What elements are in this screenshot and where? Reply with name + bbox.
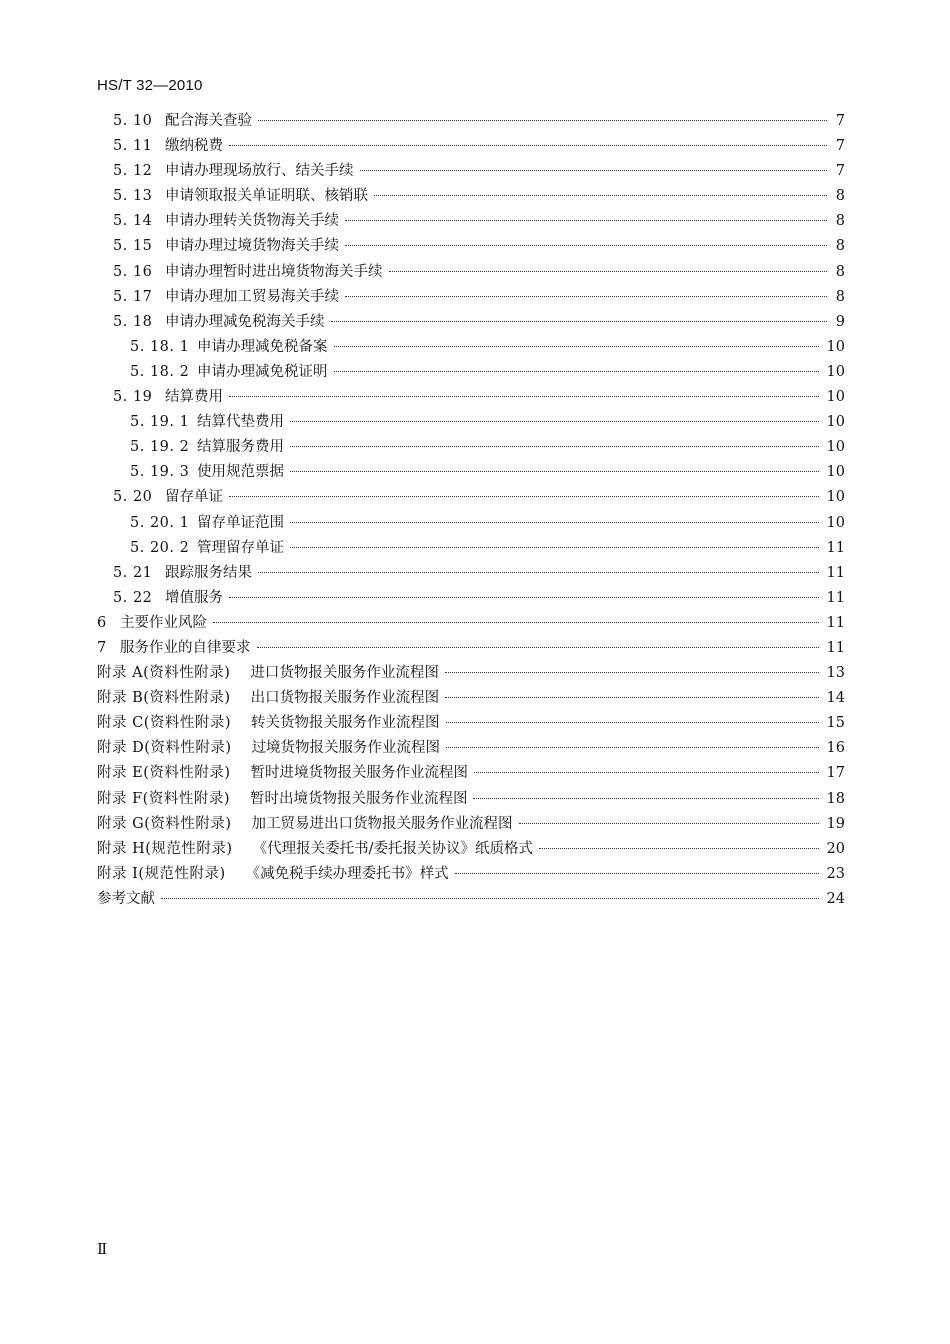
standard-code-header: HS/T 32—2010 [97,77,203,94]
toc-entry-page: 19 [826,815,845,832]
toc-entry-number: 5. 11 [113,138,153,155]
toc-entry[interactable] [97,812,845,837]
toc-dot-leader [331,320,828,322]
toc-dot-leader [290,445,819,447]
toc-entry[interactable] [97,711,845,736]
toc-entry[interactable] [97,134,845,159]
toc-entry-title: 参考文献 [97,890,155,907]
toc-dot-leader [389,270,828,272]
toc-entry-title: 申请领取报关单证明联、核销联 [165,188,368,205]
toc-dot-leader [446,721,819,723]
toc-entry[interactable] [97,862,845,887]
toc-entry-page: 7 [835,113,845,129]
toc-dot-leader [229,596,819,598]
toc-entry-title: 服务作业的自律要求 [120,639,251,656]
toc-entry[interactable] [97,837,845,862]
toc-entry[interactable] [97,511,845,536]
toc-entry-page: 10 [826,389,845,406]
toc-entry-page: 24 [826,890,845,907]
toc-dot-leader [539,847,819,849]
toc-entry-title: 申请办理减免税证明 [197,363,328,380]
toc-entry-page: 11 [826,539,845,556]
toc-entry-number: 7 [97,639,107,656]
toc-entry-number: 5. 14 [113,213,153,230]
toc-dot-leader [334,370,819,372]
toc-entry[interactable] [97,586,845,611]
toc-entry-page: 11 [826,639,845,656]
toc-entry-title: 增值服务 [165,589,223,606]
toc-entry[interactable] [97,360,845,385]
toc-dot-leader [474,771,819,773]
toc-entry-title: 出口货物报关服务作业流程图 [250,690,440,707]
toc-dot-leader [229,144,827,146]
toc-dot-leader [334,345,819,347]
toc-dot-leader [161,897,819,899]
toc-entry-number: 5. 12 [113,163,153,180]
toc-entry[interactable] [97,159,845,184]
toc-entry-number: 5. 22 [113,589,153,606]
toc-entry-page: 13 [826,665,845,682]
toc-entry-page: 10 [826,489,845,506]
toc-entry-number: 5. 20. 2 [130,539,190,556]
toc-entry-number: 5. 21 [113,564,153,581]
toc-entry-number: 5. 18. 2 [130,363,190,380]
toc-entry-title: 申请办理暂时进出境货物海关手续 [165,263,383,280]
toc-entry-number: 5. 20 [113,489,153,506]
toc-dot-leader [229,495,819,497]
toc-dot-leader [455,872,819,874]
toc-entry-number: 附录 G(资料性附录) [97,815,232,832]
toc-dot-leader [445,671,819,673]
toc-entry-page: 23 [826,865,845,882]
toc-entry-number: 5. 18. 1 [130,338,190,355]
toc-entry-number: 附录 F(资料性附录) [97,790,230,807]
toc-entry-page: 20 [826,840,845,857]
toc-entry[interactable] [97,485,845,510]
toc-dot-leader [374,194,827,196]
toc-dot-leader [257,646,819,648]
toc-entry-number: 附录 B(资料性附录) [97,690,231,707]
toc-entry[interactable] [97,661,845,686]
toc-dot-leader [290,470,819,472]
toc-entry[interactable] [97,787,845,812]
toc-entry-page: 10 [826,439,845,456]
toc-entry-title: 主要作业风险 [120,614,207,631]
toc-dot-leader [345,244,827,246]
toc-entry-page: 11 [826,589,845,606]
toc-entry-page: 17 [826,765,845,782]
toc-dot-leader [290,521,819,523]
toc-dot-leader [290,546,819,548]
toc-entry-title: 留存单证范围 [197,514,284,531]
toc-dot-leader [345,295,827,297]
toc-entry-title: 过境货物报关服务作业流程图 [251,740,441,757]
toc-entry[interactable] [97,234,845,259]
toc-entry-title: 结算服务费用 [197,439,284,456]
toc-dot-leader [213,621,819,623]
toc-entry[interactable] [97,335,845,360]
toc-entry-title: 申请办理转关货物海关手续 [165,213,339,230]
toc-entry-number: 附录 D(资料性附录) [97,740,232,757]
toc-entry-page: 10 [826,414,845,431]
toc-entry-number: 5. 19. 2 [130,439,190,456]
toc-entry-number: 附录 E(资料性附录) [97,765,231,782]
toc-entry-title: 使用规范票据 [197,464,284,481]
toc-entry[interactable] [97,761,845,786]
toc-entry-page: 11 [826,614,845,631]
toc-entry-page: 7 [835,138,845,155]
toc-entry-number: 5. 19. 3 [130,464,190,481]
toc-entry-page: 15 [826,715,845,732]
toc-entry-page: 14 [826,690,845,707]
toc-entry-number: 5. 19 [113,389,153,406]
toc-entry-title: 结算代垫费用 [197,414,284,431]
toc-entry-number: 5. 16 [113,263,153,280]
toc-entry-title: 加工贸易进出口货物报关服务作业流程图 [251,815,513,832]
toc-entry[interactable] [97,736,845,761]
toc-entry[interactable] [97,209,845,234]
toc-dot-leader [258,571,819,573]
toc-entry-title: 配合海关查验 [165,113,252,129]
toc-dot-leader [290,420,819,422]
toc-entry-title: 缴纳税费 [165,138,223,155]
toc-entry[interactable] [97,109,845,134]
toc-entry[interactable] [97,561,845,586]
toc-entry-page: 10 [826,464,845,481]
toc-entry[interactable] [97,887,845,912]
toc-dot-leader [360,169,828,171]
toc-entry[interactable] [97,611,845,636]
toc-entry-page: 11 [826,564,845,581]
toc-dot-leader [445,696,818,698]
toc-entry-number: 5. 20. 1 [130,514,190,531]
toc-entry-title: 暂时进境货物报关服务作业流程图 [250,765,469,782]
toc-entry-title: 《减免税手续办理委托书》样式 [245,865,449,882]
toc-dot-leader [473,797,818,799]
toc-entry[interactable] [97,310,845,335]
toc-entry-page: 8 [835,238,845,255]
toc-entry-page: 10 [826,338,845,355]
toc-entry[interactable] [97,686,845,711]
toc-entry-number: 5. 18 [113,313,153,330]
toc-entry[interactable] [97,184,845,209]
toc-entry-page: 16 [826,740,845,757]
toc-entry-page: 8 [835,188,845,205]
toc-entry-title: 《代理报关委托书/委托报关协议》纸质格式 [252,840,533,857]
toc-entry-page: 9 [835,313,845,330]
toc-entry-number: 5. 19. 1 [130,414,190,431]
toc-entry[interactable] [97,536,845,561]
toc-entry-title: 申请办理现场放行、结关手续 [165,163,354,180]
toc-dot-leader [258,119,827,121]
toc-entry-number: 附录 H(规范性附录) [97,840,233,857]
toc-entry-number: 附录 A(资料性附录) [97,665,231,682]
toc-entry-page: 7 [835,163,845,180]
toc-entry[interactable] [97,285,845,310]
toc-entry-title: 留存单证 [165,489,223,506]
table-of-contents [97,109,845,912]
toc-dot-leader [446,746,818,748]
toc-entry-page: 8 [835,213,845,230]
toc-entry-title: 申请办理减免税海关手续 [165,313,325,330]
toc-entry-number: 附录 I(规范性附录) [97,865,226,882]
toc-entry[interactable] [97,410,845,435]
toc-entry-page: 10 [826,514,845,531]
toc-entry-title: 管理留存单证 [197,539,284,556]
toc-entry[interactable] [97,460,845,485]
toc-dot-leader [345,219,827,221]
toc-entry-title: 申请办理过境货物海关手续 [165,238,339,255]
toc-entry-title: 暂时出境货物报关服务作业流程图 [249,790,468,807]
toc-entry-title: 转关货物报关服务作业流程图 [251,715,440,732]
toc-dot-leader [519,822,819,824]
toc-entry[interactable] [97,260,845,285]
toc-entry-title: 结算费用 [165,389,223,406]
toc-dot-leader [229,395,819,397]
toc-entry-number: 5. 17 [113,288,153,305]
toc-entry-number: 附录 C(资料性附录) [97,715,232,732]
toc-entry-number: 5. 13 [113,188,153,205]
toc-entry[interactable] [97,636,845,661]
toc-entry-title: 申请办理加工贸易海关手续 [165,288,339,305]
toc-entry-page: 10 [826,363,845,380]
toc-entry-page: 8 [835,288,845,305]
toc-entry-page: 8 [835,263,845,280]
toc-entry[interactable] [97,385,845,410]
page-number: Ⅱ [97,1240,108,1258]
toc-entry-number: 5. 15 [113,238,153,255]
toc-entry-number: 5. 10 [113,113,153,129]
toc-entry-title: 跟踪服务结果 [165,564,252,581]
toc-entry[interactable] [97,435,845,460]
toc-entry-title: 进口货物报关服务作业流程图 [250,665,439,682]
toc-entry-page: 18 [826,790,845,807]
toc-entry-title: 申请办理减免税备案 [197,338,328,355]
toc-entry-number: 6 [97,614,107,631]
